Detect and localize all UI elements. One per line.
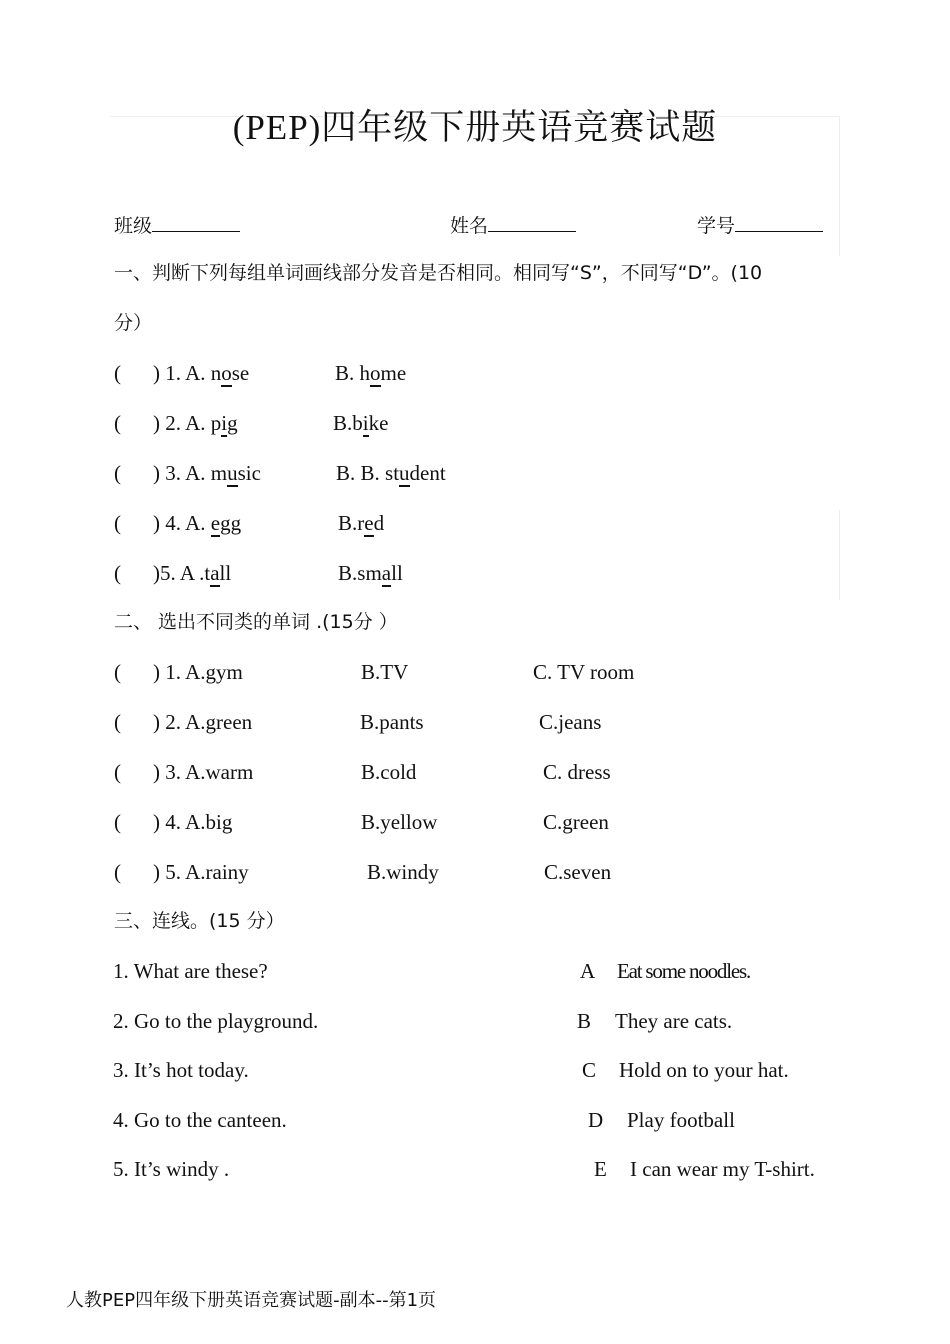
- answer-paren[interactable]: (: [114, 760, 121, 784]
- item-number: )5. A .: [153, 561, 205, 585]
- section1-option-b: B.red: [338, 511, 385, 535]
- name-blank[interactable]: [488, 209, 576, 232]
- section1-item: ( ) 2. A. pig: [114, 411, 238, 435]
- match-right-item[interactable]: Eat some noodles.: [617, 959, 750, 983]
- section1-heading-cont: 分）: [114, 312, 153, 334]
- answer-paren[interactable]: (: [114, 810, 121, 834]
- section1-item: ( )5. A .tall: [114, 561, 232, 585]
- section2-heading: 二、 选出不同类的单词 .(15分 ）: [114, 611, 398, 633]
- option-a: ) 4. A.big: [153, 810, 233, 834]
- number-blank[interactable]: [735, 209, 823, 232]
- underlined-letter: a: [381, 561, 392, 585]
- item-number: ) 1. A.: [153, 361, 211, 385]
- match-right-item[interactable]: They are cats.: [615, 1009, 733, 1033]
- option-b: B.TV: [361, 660, 409, 684]
- frame-line: [839, 510, 840, 600]
- option-b: B.cold: [361, 760, 417, 784]
- answer-paren[interactable]: (: [114, 860, 121, 884]
- underlined-letter: e: [364, 511, 374, 535]
- option-b: B.pants: [360, 710, 424, 734]
- match-left-item[interactable]: 2. Go to the playground.: [113, 1009, 319, 1033]
- number-label: 学号: [697, 215, 736, 237]
- option-c: C. dress: [543, 760, 611, 784]
- name-field: [450, 209, 576, 240]
- section1-item: ( ) 4. A. egg: [114, 511, 242, 535]
- underlined-letter: o: [221, 361, 232, 385]
- section1-item: ( ) 3. A. music: [114, 461, 261, 485]
- section2-item: [114, 758, 253, 786]
- underlined-letter: o: [370, 361, 381, 385]
- item-number: ) 3. A.: [153, 461, 211, 485]
- option-b: B.windy: [367, 860, 439, 884]
- underlined-letter: i: [221, 411, 228, 435]
- option-a: ) 1. A.gym: [153, 660, 243, 684]
- answer-paren[interactable]: (: [114, 511, 121, 535]
- class-blank[interactable]: [152, 209, 240, 232]
- section1-item: ( ) 1. A. nose: [114, 361, 250, 385]
- section1-heading: 一、判断下列每组单词画线部分发音是否相同。相同写“S”，不同写“D”。(10: [114, 262, 763, 284]
- option-c: C.jeans: [539, 710, 602, 734]
- match-left-item[interactable]: 3. It’s hot today.: [113, 1058, 249, 1082]
- section1-option-b: B. home: [335, 361, 407, 385]
- option-b: B.yellow: [361, 810, 438, 834]
- section2-item: [114, 808, 232, 836]
- match-letter: C: [582, 1058, 597, 1082]
- match-letter: D: [588, 1108, 604, 1132]
- answer-paren[interactable]: (: [114, 411, 121, 435]
- section1-option-b: B.small: [338, 561, 403, 585]
- match-left-item[interactable]: 4. Go to the canteen.: [113, 1108, 287, 1132]
- option-c: C. TV room: [533, 660, 635, 684]
- section3-heading: 三、连线。(15 分）: [114, 910, 285, 932]
- section1-option-b: B. B. student: [336, 461, 446, 485]
- match-left-item[interactable]: 1. What are these?: [113, 959, 268, 983]
- match-right-item[interactable]: Play football: [627, 1108, 735, 1132]
- option-a: ) 5. A.rainy: [153, 860, 249, 884]
- underlined-letter: i: [362, 411, 369, 435]
- option-a: ) 3. A.warm: [153, 760, 254, 784]
- option-c: C.green: [543, 810, 609, 834]
- number-field: [697, 209, 823, 240]
- answer-paren[interactable]: (: [114, 660, 121, 684]
- answer-paren[interactable]: (: [114, 361, 121, 385]
- section1-option-b: B.bike: [333, 411, 389, 435]
- section2-item: [114, 708, 252, 736]
- class-field: [114, 209, 240, 240]
- underlined-letter: u: [227, 461, 238, 485]
- answer-paren[interactable]: (: [114, 710, 121, 734]
- item-number: ) 2. A.: [153, 411, 211, 435]
- match-right-item[interactable]: Hold on to your hat.: [619, 1058, 789, 1082]
- match-left-item[interactable]: 5. It’s windy .: [113, 1157, 230, 1181]
- item-number: ) 4. A.: [153, 511, 211, 535]
- option-c: C.seven: [544, 860, 612, 884]
- match-right-item[interactable]: I can wear my T-shirt.: [630, 1157, 815, 1181]
- underlined-letter: a: [210, 561, 220, 585]
- underlined-letter: e: [210, 511, 221, 535]
- match-letter: A: [580, 959, 596, 983]
- match-letter: B: [577, 1009, 592, 1033]
- section2-item: [114, 658, 243, 686]
- page-title: (PEP)四年级下册英语竞赛试题: [232, 108, 718, 147]
- underlined-letter: u: [399, 461, 410, 485]
- page-footer: 人教PEP四年级下册英语竞赛试题-副本--第1页: [66, 1290, 437, 1311]
- answer-paren[interactable]: (: [114, 561, 121, 585]
- match-letter: E: [594, 1157, 607, 1181]
- name-label: 姓名: [450, 215, 489, 237]
- answer-paren[interactable]: (: [114, 461, 121, 485]
- class-label: 班级: [114, 215, 153, 237]
- option-a: ) 2. A.green: [153, 710, 253, 734]
- section2-item: [114, 858, 249, 886]
